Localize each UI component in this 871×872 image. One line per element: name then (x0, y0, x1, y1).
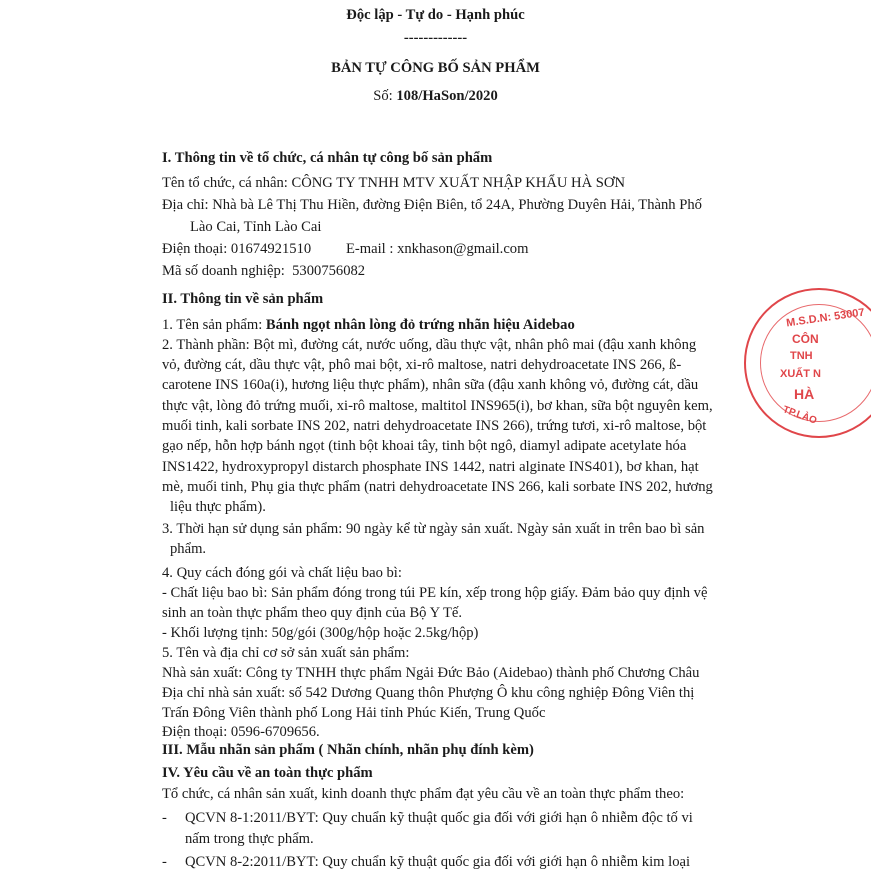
standard-bullet: - (162, 854, 167, 870)
ingredients-line: carotene INS 160a(i), hương liệu thực phẩm), nhân sữa (đậu xanh không vỏ, đường cát, dầu (162, 377, 699, 393)
ingredients-line: 2. Thành phần: Bột mì, đường cát, nước uống, dầu thực vật, nhân phô mai (đậu xanh không (162, 337, 697, 353)
packaging-heading: 4. Quy cách đóng gói và chất liệu bao bì: (162, 565, 402, 581)
packaging-material-line: sinh an toàn thực phẩm theo quy định của Bộ Y Tế. (162, 605, 462, 621)
standard-item-line: nấm trong thực phẩm. (185, 831, 314, 847)
standard-item-line: QCVN 8-2:2011/BYT: Quy chuẩn kỹ thuật quốc gia đối với giới hạn ô nhiễm kim loại (185, 854, 691, 870)
organization-address-line-2: Lào Cai, Tỉnh Lào Cai (190, 219, 322, 235)
product-name-row (162, 315, 575, 335)
ingredients-line: vỏ, đường cát, dầu thực vật, phô mai bột, xi-rô maltose, natri dehydroacetate INS 266, ß- (162, 357, 682, 373)
safety-intro: Tổ chức, cá nhân sản xuất, kinh doanh thực phẩm đạt yêu cầu về an toàn thực phẩm theo: (162, 786, 685, 802)
organization-name: Tên tổ chức, cá nhân: CÔNG TY TNHH MTV XUẤT NHẬP KHẨU HÀ SƠN (162, 175, 625, 191)
tax-code-value: 5300756082 (292, 263, 366, 279)
product-name-value: Bánh ngọt nhân lòng đỏ trứng nhãn hiệu Aidebao (265, 317, 575, 333)
ingredients-line: gạo nếp, hỗn hợp bánh ngọt (tinh bột khoai tây, tinh bột ngô, diamyl adipate acetylate hóa (162, 438, 687, 454)
ingredients-line: mè, muối tinh, Phụ gia thực phẩm (natri dehydroacetate INS 266, kali sorbate INS 202, hương (162, 479, 713, 495)
manufacturer-phone: Điện thoại: 0596-6709656. (162, 724, 320, 740)
organization-email: E-mail : xnkhason@gmail.com (346, 241, 529, 257)
document-title: BẢN TỰ CÔNG BỐ SẢN PHẨM (331, 60, 540, 76)
standard-bullet: - (162, 810, 167, 826)
net-weight: - Khối lượng tịnh: 50g/gói (300g/hộp hoặc 2.5kg/hộp) (162, 625, 479, 641)
shelf-life-line: 3. Thời hạn sử dụng sản phẩm: 90 ngày kể từ ngày sản xuất. Ngày sản xuất in trên bao bì sản (162, 521, 705, 537)
ingredients-line: muối tinh, kali sorbate INS 202, natri dehydroacetate INS 266), trứng tươi, xi-rô maltose, bột (162, 418, 707, 434)
stamp-text-mid: XUẤT N (780, 368, 821, 380)
standard-item-line: QCVN 8-1:2011/BYT: Quy chuẩn kỹ thuật quốc gia đối với giới hạn ô nhiễm độc tố vi (185, 810, 693, 826)
product-name-label: 1. Tên sản phẩm: (162, 317, 266, 333)
shelf-life-line: phẩm. (170, 541, 207, 557)
document-number (0, 86, 871, 106)
stamp-text-top: CÔN (792, 332, 819, 346)
organization-address-line-1: Địa chỉ: Nhà bà Lê Thị Thu Hiền, đường Điện Biên, tổ 24A, Phường Duyên Hải, Thành Phố (162, 197, 702, 213)
stamp-text-mid: HÀ (794, 386, 815, 402)
manufacturer-name: Nhà sản xuất: Công ty TNHH thực phẩm Ngải Đức Bảo (Aidebao) thành phố Chương Châu (162, 665, 700, 681)
tax-code-row (162, 261, 365, 281)
ingredients-line: liệu thực phẩm). (170, 499, 266, 515)
document-number-value: 108/HaSon/2020 (396, 88, 498, 104)
stamp-text-bottom: TP.LÀO (781, 404, 819, 427)
manufacturer-address-line: Trấn Đông Viên thành phố Long Hải tỉnh Phúc Kiến, Trung Quốc (162, 705, 546, 721)
packaging-material-line: - Chất liệu bao bì: Sản phẩm đóng trong túi PE kín, xếp trong hộp giấy. Đảm bảo quy định vệ (162, 585, 708, 601)
tax-code-label: Mã số doanh nghiệp: (162, 263, 285, 279)
organization-phone: Điện thoại: 01674921510 (162, 241, 312, 257)
manufacturer-address-line: Địa chỉ nhà sản xuất: số 542 Dương Quang thôn Phượng Ô khu công nghiệp Đông Viên thị (162, 685, 695, 701)
stamp-ring-text: M.S.D.N: 53007 (785, 306, 866, 330)
stamp-text-mid: TNH (790, 350, 813, 362)
section-1-heading: I. Thông tin về tổ chức, cá nhân tự công bố sản phẩm (162, 150, 493, 166)
document-number-label: Số: (373, 88, 397, 104)
ingredients-line: INS1422, hydroxypropyl distarch phosphate INS 1442, natri alginate INS401), bơ khan, hạt (162, 459, 699, 475)
manufacturer-heading: 5. Tên và địa chỉ cơ sở sản xuất sản phẩm: (162, 645, 410, 661)
section-4-heading: IV. Yêu cầu về an toàn thực phẩm (162, 765, 373, 781)
section-3-heading: III. Mẫu nhãn sản phẩm ( Nhãn chính, nhãn phụ đính kèm) (162, 742, 534, 758)
motto: Độc lập - Tự do - Hạnh phúc (346, 7, 525, 23)
section-2-heading: II. Thông tin về sản phẩm (162, 291, 324, 307)
ingredients-line: thực vật, lòng đỏ trứng muối, xi-rô maltose, maltitol INS965(i), bơ khan, sữa bột nguyên kem, (162, 398, 713, 414)
company-stamp (744, 288, 871, 438)
header-separator: ------------- (403, 30, 468, 46)
